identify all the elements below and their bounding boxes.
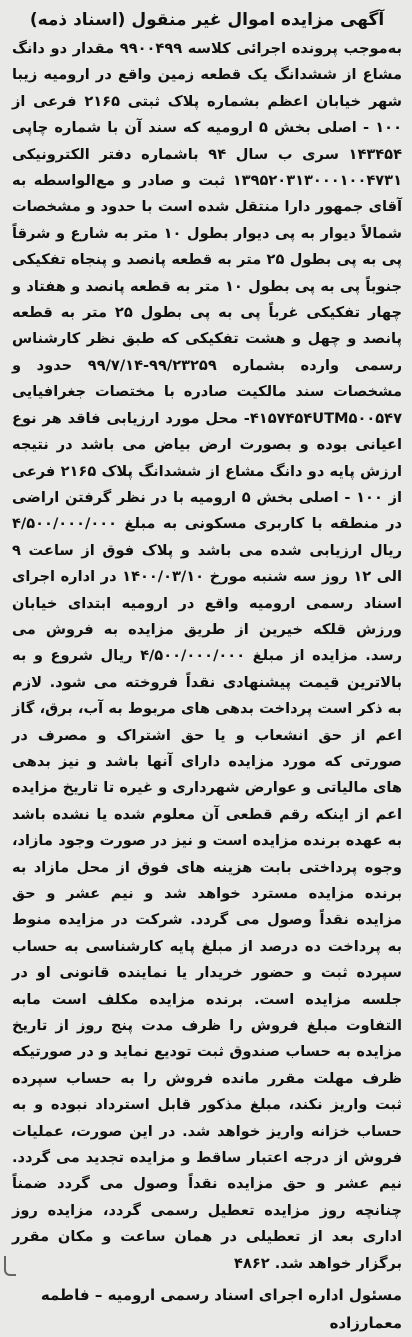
- notice-signature: مسئول اداره اجرای اسناد رسمی ارومیه – فاطمه معمارزاده: [40, 1286, 402, 1333]
- corner-decoration: [4, 1256, 16, 1276]
- notice-body: به‌موجب پرونده اجرائی کلاسه ۹۹۰۰۴۹۹ مقدار دو دانگ مشاع از ششدانگ یک قطعه زمین واقع در ارومیه زیبا شهر خیابان اعظم بشماره پلاک ثبتی ۲۱۶۵ فرعی از ۱۰۰ - اصلی بخش ۵ ارومیه که سند آن با شماره چاپی ۱۴۳۴۵۴ سری ب سال ۹۴ باشماره دفتر الکترونیکی ۱۳۹۵۲۰۳۱۳۰۰۰۱۰۰۴۷۳۱ ثبت و صادر و مع‌الواسطه به آقای جمهور دارا منتقل شده است با حدود و مشخصات شمالاً دیوار به پی دیوار بطول ۱۰ متر به شارع و شرقاً پی به پی بطول ۲۵ متر به قطعه پانصد و پنجاه تفکیکی جنوباً پی به پی بطول ۱۰ متر به قطعه پانصد و هفتاد و چهار تفکیکی غرباً پی به پی بطول ۲۵ متر به قطعه پانصد و چهل و هشت تفکیکی که طبق نظر کارشناس رسمی وارده بشماره ۹۹/۲۳۲۵۹-۹۹/۷/۱۴ حدود و مشخصات سند مالکیت صادره با مختصات جغرافیایی ۴۱۵۷۴۵۴UTM۵۰۰۵۴۷- محل مورد ارزیابی فاقد هر نوع اعیانی بوده و بصورت ارض بیاض می باشد در نتیجه ارزش پایه دو دانگ مشاع از ششدانگ پلاک ۲۱۶۵ فرعی از ۱۰۰ - اصلی بخش ۵ ارومیه با در نظر گرفتن اراضی در منطقه با کاربری مسکونی به مبلغ ۴/۵۰۰/۰۰۰/۰۰۰ ریال ارزیابی شده می باشد و پلاک فوق از ساعت ۹ الی ۱۲ روز سه شنبه مورخ ۱۴۰۰/۰۳/۱۰ در اداره اجرای اسناد رسمی ارومیه واقع در ارومیه ابتدای خیابان ورزش قلکه خیرین از طریق مزایده به فروش می رسد. مزایده از مبلغ ۴/۵۰۰/۰۰۰/۰۰۰ ریال شروع و به بالاترین قیمت پیشنهادی نقداً فروخته می شود. لازم به ذکر است پرداخت بدهی های مربوط به آب، برق، گاز اعم از حق انشعاب و یا حق اشتراک و مصرف در صورتی که مورد مزایده دارای آنها باشد و نیز بدهی های مالیاتی و عوارض شهرداری و غیره تا تاریخ مزایده اعم از اینکه رقم قطعی آن معلوم شده یا نشده باشد به عهده برنده مزایده است و نیز در صورت وجود مازاد، وجوه پرداختی بابت هزینه های فوق از محل مازاد به برنده مزایده مسترد خواهد شد و نیم عشر و حق مزایده نقداً وصول می گردد. شرکت در مزایده منوط به پرداخت ده درصد از مبلغ پایه کارشناسی به حساب سپرده ثبت و حضور خریدار یا نماینده قانونی او در جلسه مزایده است. برنده مزایده مکلف است مابه التفاوت مبلغ فروش را ظرف مدت پنج روز از تاریخ مزایده به حساب صندوق ثبت تودیع نماید و در صورتیکه ظرف مهلت مقرر مانده فروش را به حساب سپرده ثبت واریز نکند، مبلغ مذکور قابل استرداد نبوده و به حساب خزانه واریز خواهد شد. در این صورت، عملیات فروش از درجه اعتبار ساقط و مزایده تجدید می گردد. نیم عشر و حق مزایده نقداً وصول می گردد ضمناً چنانچه روز مزایده تعطیل رسمی گردد، مزایده روز اداری بعد از تعطیلی در همان ساعت و مکان مقرر برگزار خواهد شد. ۴۸۶۲: [12, 40, 403, 1272]
- notice-title: آگهی مزایده اموال غیر منقول (اسناد ذمه): [29, 10, 385, 30]
